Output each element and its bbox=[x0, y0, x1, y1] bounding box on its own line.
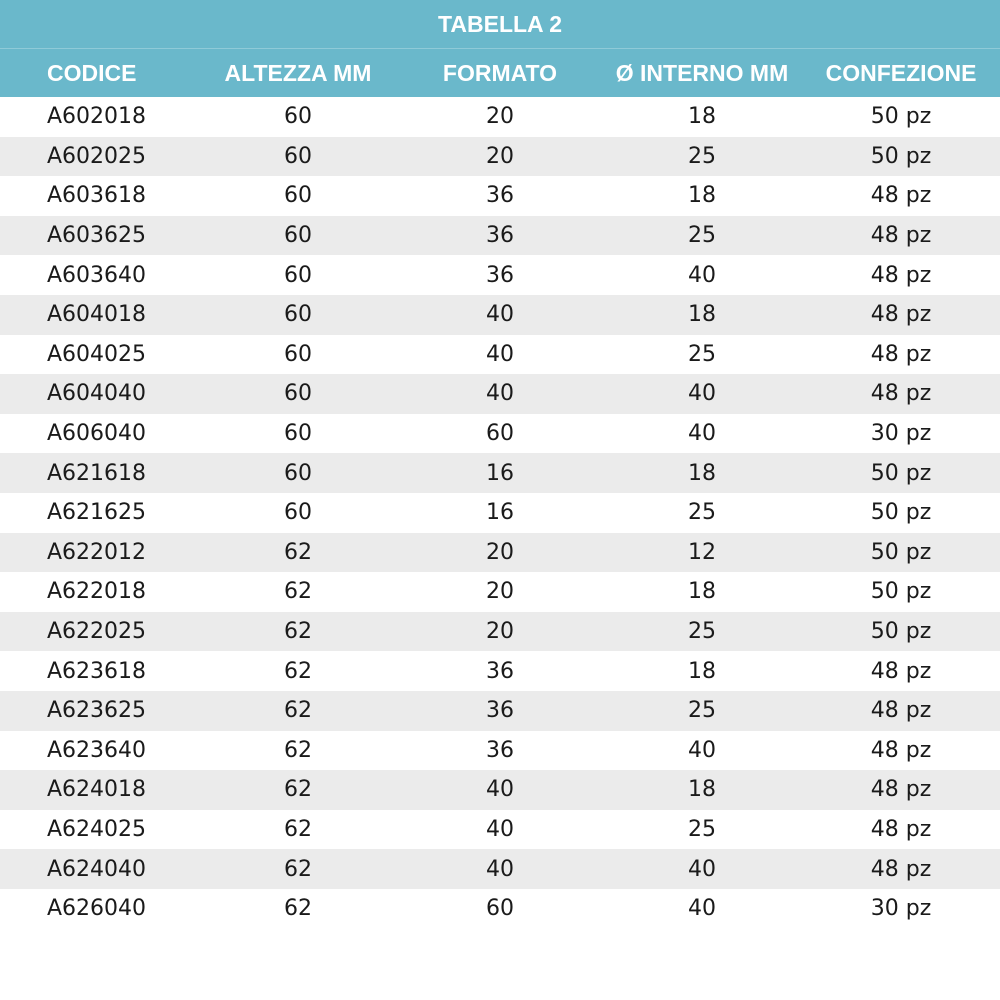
cell-formato: 16 bbox=[398, 493, 602, 533]
cell-diametro-interno: 12 bbox=[602, 533, 802, 573]
header-row bbox=[0, 49, 1000, 98]
cell-codice: A603640 bbox=[0, 255, 198, 295]
cell-formato: 40 bbox=[398, 810, 602, 850]
table-body bbox=[0, 97, 1000, 928]
cell-codice: A621625 bbox=[0, 493, 198, 533]
cell-diametro-interno: 25 bbox=[602, 691, 802, 731]
cell-altezza: 60 bbox=[198, 97, 398, 137]
cell-confezione: 48 pz bbox=[802, 770, 1000, 810]
cell-confezione: 30 pz bbox=[802, 889, 1000, 929]
cell-altezza: 62 bbox=[198, 612, 398, 652]
table-row bbox=[0, 295, 1000, 335]
cell-diametro-interno: 18 bbox=[602, 176, 802, 216]
cell-formato: 40 bbox=[398, 849, 602, 889]
cell-formato: 20 bbox=[398, 533, 602, 573]
cell-formato: 40 bbox=[398, 770, 602, 810]
table-row bbox=[0, 810, 1000, 850]
header-confezione: CONFEZIONE bbox=[802, 49, 1000, 98]
table-row bbox=[0, 453, 1000, 493]
cell-codice: A602025 bbox=[0, 137, 198, 177]
cell-codice: A624040 bbox=[0, 849, 198, 889]
cell-codice: A606040 bbox=[0, 414, 198, 454]
cell-altezza: 62 bbox=[198, 533, 398, 573]
cell-altezza: 60 bbox=[198, 176, 398, 216]
cell-diametro-interno: 25 bbox=[602, 335, 802, 375]
table-row bbox=[0, 176, 1000, 216]
cell-formato: 36 bbox=[398, 651, 602, 691]
cell-codice: A623618 bbox=[0, 651, 198, 691]
cell-confezione: 48 pz bbox=[802, 255, 1000, 295]
table-row bbox=[0, 335, 1000, 375]
cell-confezione: 48 pz bbox=[802, 731, 1000, 771]
cell-diametro-interno: 18 bbox=[602, 770, 802, 810]
cell-confezione: 48 pz bbox=[802, 176, 1000, 216]
header-diametro-interno: Ø INTERNO MM bbox=[602, 49, 802, 98]
cell-diametro-interno: 40 bbox=[602, 849, 802, 889]
cell-altezza: 60 bbox=[198, 374, 398, 414]
cell-altezza: 60 bbox=[198, 453, 398, 493]
table-row bbox=[0, 731, 1000, 771]
cell-confezione: 50 pz bbox=[802, 137, 1000, 177]
header-codice: CODICE bbox=[0, 49, 198, 98]
cell-confezione: 48 pz bbox=[802, 849, 1000, 889]
cell-diametro-interno: 25 bbox=[602, 612, 802, 652]
table-row bbox=[0, 770, 1000, 810]
table-row bbox=[0, 374, 1000, 414]
cell-formato: 36 bbox=[398, 691, 602, 731]
cell-confezione: 50 pz bbox=[802, 453, 1000, 493]
table-row bbox=[0, 97, 1000, 137]
table-row bbox=[0, 691, 1000, 731]
cell-confezione: 50 pz bbox=[802, 612, 1000, 652]
cell-diametro-interno: 40 bbox=[602, 889, 802, 929]
table-title: TABELLA 2 bbox=[0, 0, 1000, 49]
cell-altezza: 62 bbox=[198, 691, 398, 731]
cell-diametro-interno: 40 bbox=[602, 374, 802, 414]
cell-formato: 60 bbox=[398, 889, 602, 929]
cell-codice: A621618 bbox=[0, 453, 198, 493]
header-altezza: ALTEZZA MM bbox=[198, 49, 398, 98]
cell-formato: 20 bbox=[398, 137, 602, 177]
cell-confezione: 50 pz bbox=[802, 493, 1000, 533]
cell-diametro-interno: 18 bbox=[602, 97, 802, 137]
cell-formato: 40 bbox=[398, 335, 602, 375]
cell-confezione: 30 pz bbox=[802, 414, 1000, 454]
cell-codice: A623625 bbox=[0, 691, 198, 731]
table-row bbox=[0, 493, 1000, 533]
cell-altezza: 60 bbox=[198, 493, 398, 533]
title-row bbox=[0, 0, 1000, 49]
cell-codice: A603618 bbox=[0, 176, 198, 216]
cell-altezza: 60 bbox=[198, 335, 398, 375]
cell-codice: A626040 bbox=[0, 889, 198, 929]
table-row bbox=[0, 572, 1000, 612]
cell-formato: 20 bbox=[398, 97, 602, 137]
cell-formato: 36 bbox=[398, 731, 602, 771]
cell-altezza: 62 bbox=[198, 849, 398, 889]
cell-codice: A622018 bbox=[0, 572, 198, 612]
cell-formato: 16 bbox=[398, 453, 602, 493]
table-row bbox=[0, 216, 1000, 256]
cell-diametro-interno: 25 bbox=[602, 137, 802, 177]
cell-diametro-interno: 25 bbox=[602, 216, 802, 256]
cell-diametro-interno: 25 bbox=[602, 810, 802, 850]
cell-altezza: 62 bbox=[198, 810, 398, 850]
cell-altezza: 62 bbox=[198, 889, 398, 929]
cell-diametro-interno: 40 bbox=[602, 414, 802, 454]
cell-formato: 40 bbox=[398, 374, 602, 414]
cell-confezione: 50 pz bbox=[802, 533, 1000, 573]
cell-altezza: 60 bbox=[198, 295, 398, 335]
cell-codice: A603625 bbox=[0, 216, 198, 256]
cell-altezza: 62 bbox=[198, 731, 398, 771]
cell-diametro-interno: 18 bbox=[602, 651, 802, 691]
cell-confezione: 48 pz bbox=[802, 691, 1000, 731]
cell-confezione: 48 pz bbox=[802, 295, 1000, 335]
table-row bbox=[0, 137, 1000, 177]
cell-confezione: 50 pz bbox=[802, 97, 1000, 137]
table-row bbox=[0, 889, 1000, 929]
table-row bbox=[0, 414, 1000, 454]
cell-altezza: 62 bbox=[198, 651, 398, 691]
cell-formato: 40 bbox=[398, 295, 602, 335]
cell-formato: 36 bbox=[398, 176, 602, 216]
cell-confezione: 48 pz bbox=[802, 374, 1000, 414]
cell-diametro-interno: 18 bbox=[602, 572, 802, 612]
cell-codice: A604018 bbox=[0, 295, 198, 335]
cell-codice: A622012 bbox=[0, 533, 198, 573]
cell-altezza: 60 bbox=[198, 414, 398, 454]
cell-codice: A624018 bbox=[0, 770, 198, 810]
cell-confezione: 48 pz bbox=[802, 651, 1000, 691]
table-row bbox=[0, 255, 1000, 295]
cell-codice: A623640 bbox=[0, 731, 198, 771]
table-row bbox=[0, 651, 1000, 691]
cell-codice: A602018 bbox=[0, 97, 198, 137]
cell-codice: A604040 bbox=[0, 374, 198, 414]
cell-codice: A604025 bbox=[0, 335, 198, 375]
cell-formato: 60 bbox=[398, 414, 602, 454]
cell-diametro-interno: 18 bbox=[602, 453, 802, 493]
cell-formato: 20 bbox=[398, 612, 602, 652]
header-formato: FORMATO bbox=[398, 49, 602, 98]
table-row bbox=[0, 849, 1000, 889]
cell-codice: A624025 bbox=[0, 810, 198, 850]
cell-altezza: 60 bbox=[198, 216, 398, 256]
cell-altezza: 62 bbox=[198, 770, 398, 810]
cell-codice: A622025 bbox=[0, 612, 198, 652]
cell-confezione: 48 pz bbox=[802, 810, 1000, 850]
cell-confezione: 48 pz bbox=[802, 335, 1000, 375]
cell-confezione: 50 pz bbox=[802, 572, 1000, 612]
cell-altezza: 60 bbox=[198, 255, 398, 295]
cell-formato: 36 bbox=[398, 216, 602, 256]
table-row bbox=[0, 612, 1000, 652]
cell-diametro-interno: 40 bbox=[602, 255, 802, 295]
cell-confezione: 48 pz bbox=[802, 216, 1000, 256]
cell-altezza: 62 bbox=[198, 572, 398, 612]
cell-diametro-interno: 25 bbox=[602, 493, 802, 533]
cell-altezza: 60 bbox=[198, 137, 398, 177]
cell-diametro-interno: 18 bbox=[602, 295, 802, 335]
table-row bbox=[0, 533, 1000, 573]
cell-formato: 20 bbox=[398, 572, 602, 612]
cell-diametro-interno: 40 bbox=[602, 731, 802, 771]
cell-formato: 36 bbox=[398, 255, 602, 295]
